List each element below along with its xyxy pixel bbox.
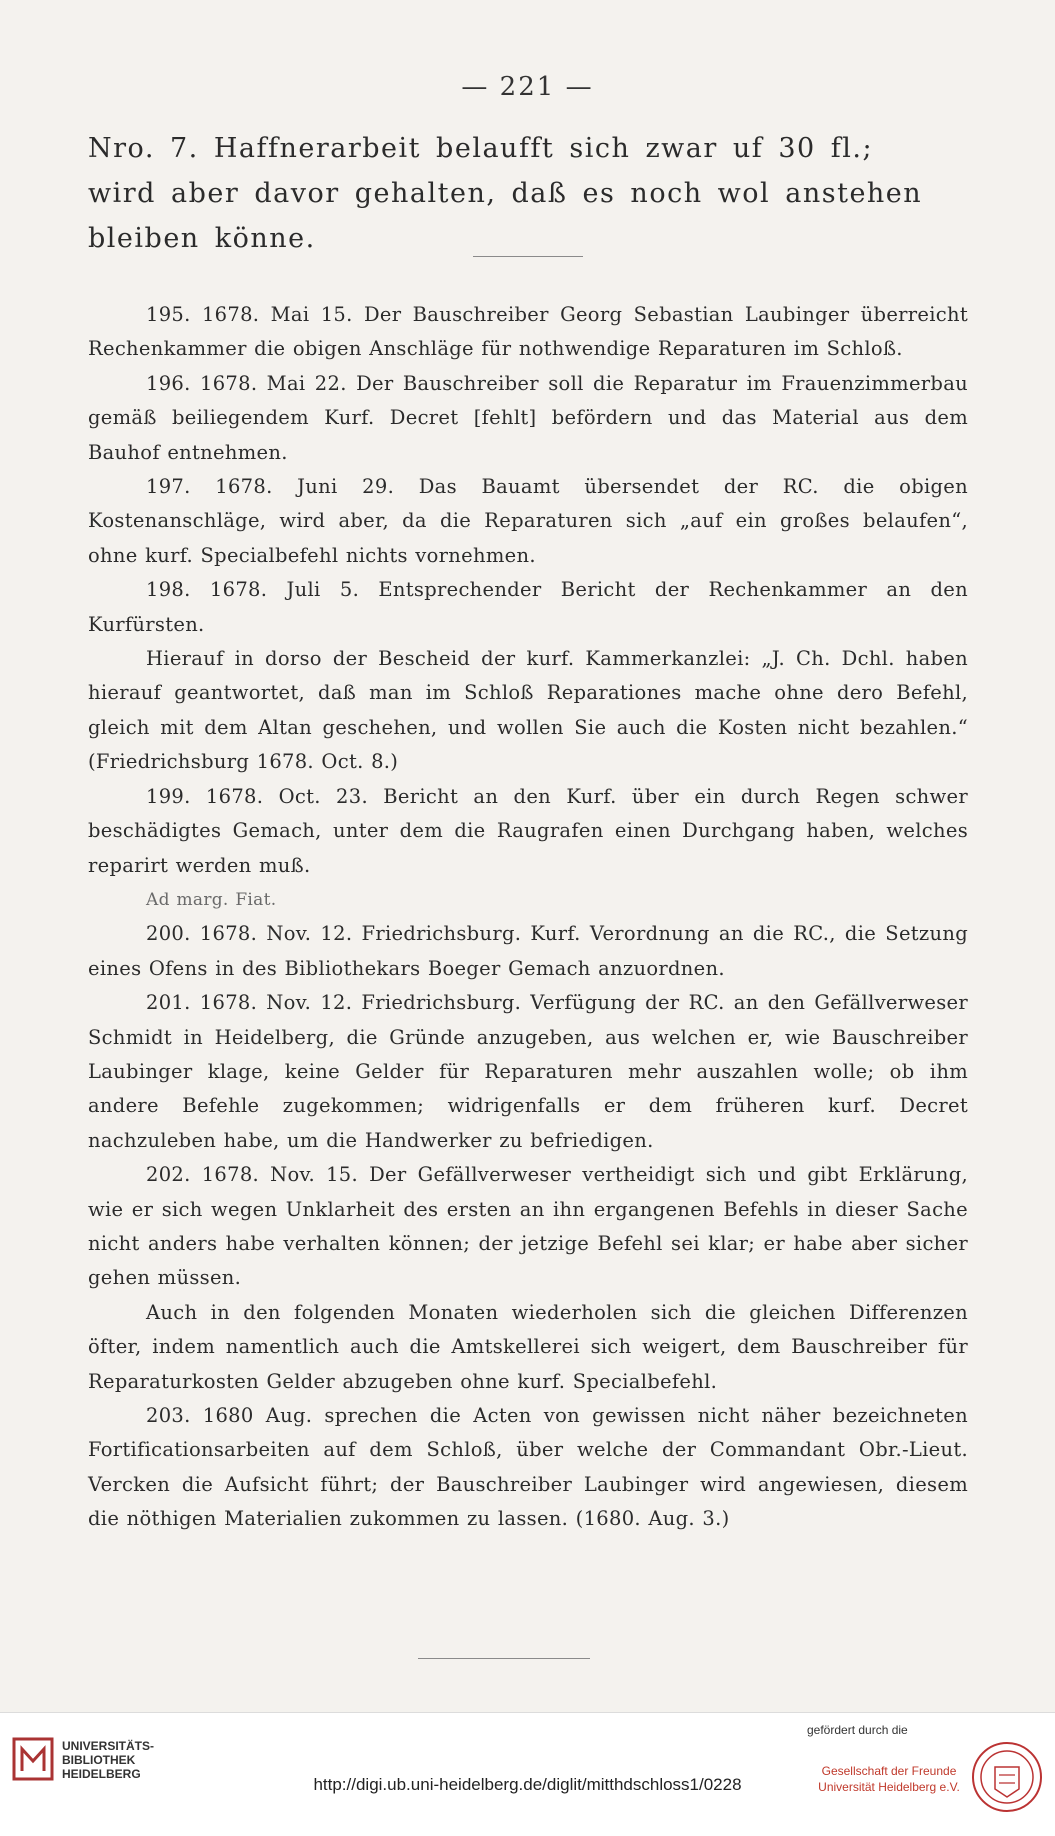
entry-198: 198. 1678. Juli 5. Entsprechender Bericht der Rechenkammer an den Kurfürsten. [88,578,968,636]
entry-198-note: Hierauf in dorso der Bescheid der kurf. Kammerkanzlei: „J. Ch. Dchl. haben hierauf geantwortet, daß man im Schloß Reparationes mache ohne dero Befehl, gleich mit dem Altan geschehen, und wollen Sie auch die Kosten nicht bezahlen.“ (Friedrichsburg 1678. Oct. 8.) [88,647,968,774]
end-divider [418,1658,590,1659]
entry-199: 199. 1678. Oct. 23. Bericht an den Kurf. über ein durch Regen schwer beschädigtes Gemach, unter dem die Raugrafen einen Durchgang haben, welches reparirt werden muß. [88,784,968,877]
entry-196: 196. 1678. Mai 22. Der Bauschreiber soll die Reparatur im Frauenzimmerbau gemäß beiliegendem Kurf. Decret [fehlt] befördern und das Material aus dem Bauhof entnehmen. [88,371,968,464]
page-number: — 221 — [461,72,594,102]
university-seal-icon [969,1727,1045,1827]
sponsor-label: gefördert durch die [807,1723,908,1737]
entry-202: 202. 1678. Nov. 15. Der Gefällverweser vertheidigt sich und gibt Erklärung, wie er sich wegen Unklarheit des ersten an ihn ergangenen Befehls in dieser Sache nicht anders habe verhalten können; der jetzige Befehl sei klar; er habe aber sicher gehen müssen. [88,1163,968,1290]
intro-line: bleiben könne. [88,223,316,254]
library-name: UNIVERSITÄTS- BIBLIOTHEK HEIDELBERG [62,1739,155,1781]
intro-text [88,126,968,261]
marginal-note: Ad marg. Fiat. [146,889,277,910]
entry-197: 197. 1678. Juni 29. Das Bauamt übersendet der RC. die obigen Kostenanschläge, wird aber, da die Reparaturen sich „auf ein großes belaufen“, ohne kurf. Specialbefehl nichts vornehmen. [88,475,968,567]
document-body [88,298,968,1537]
entry-200: 200. 1678. Nov. 12. Friedrichsburg. Kurf. Verordnung an die RC., die Setzung eines Ofens in des Bibliothekars Boeger Gemach anzuordnen. [88,922,968,980]
document-url-link[interactable]: http://digi.ub.uni-heidelberg.de/diglit/mitthdschloss1/0228 [313,1775,742,1794]
entry-202-note: Auch in den folgenden Monaten wiederholen sich die gleichen Differenzen öfter, indem namentlich auch die Amtskellerei sich weigert, dem Bauschreiber für Reparaturkosten Gelder abzugeben ohne kurf. Specialbefehl. [88,1300,968,1393]
footer [0,1712,1055,1836]
entry-195: 195. 1678. Mai 15. Der Bauschreiber Georg Sebastian Laubinger überreicht Rechenkammer die obigen Anschläge für nothwendige Reparaturen im Schloß. [88,303,968,361]
entry-203: 203. 1680 Aug. sprechen die Acten von gewissen nicht näher bezeichneten Fortificationsarbeiten auf dem Schloß, über welche der Commandant Obr.-Lieut. Vercken die Aufsicht führt; der Bauschreiber Laubinger wird angewiesen, diesem die nöthigen Materialien zukommen zu lassen. (1680. Aug. 3.) [88,1404,968,1531]
sponsor-name: Gesellschaft der Freunde Universität Heidelberg e.V. [818,1764,960,1794]
entry-201: 201. 1678. Nov. 12. Friedrichsburg. Verfügung der RC. an den Gefällverweser Schmidt in Heidelberg, die Gründe anzugeben, aus welchen er, wie Bauschreiber Laubinger klage, keine Gelder für Reparaturen mehr auszahlen wolle; ob ihm andere Befehle zugekommen; widrigenfalls er dem früheren kurf. Decret nachzuleben habe, um die Handwerker zu befriedigen. [88,991,968,1152]
intro-line: Nro. 7. Haffnerarbeit belaufft sich zwar uf 30 fl.; [88,133,874,164]
intro-line: wird aber davor gehalten, daß es noch wol anstehen [88,178,923,209]
section-divider [473,256,583,257]
